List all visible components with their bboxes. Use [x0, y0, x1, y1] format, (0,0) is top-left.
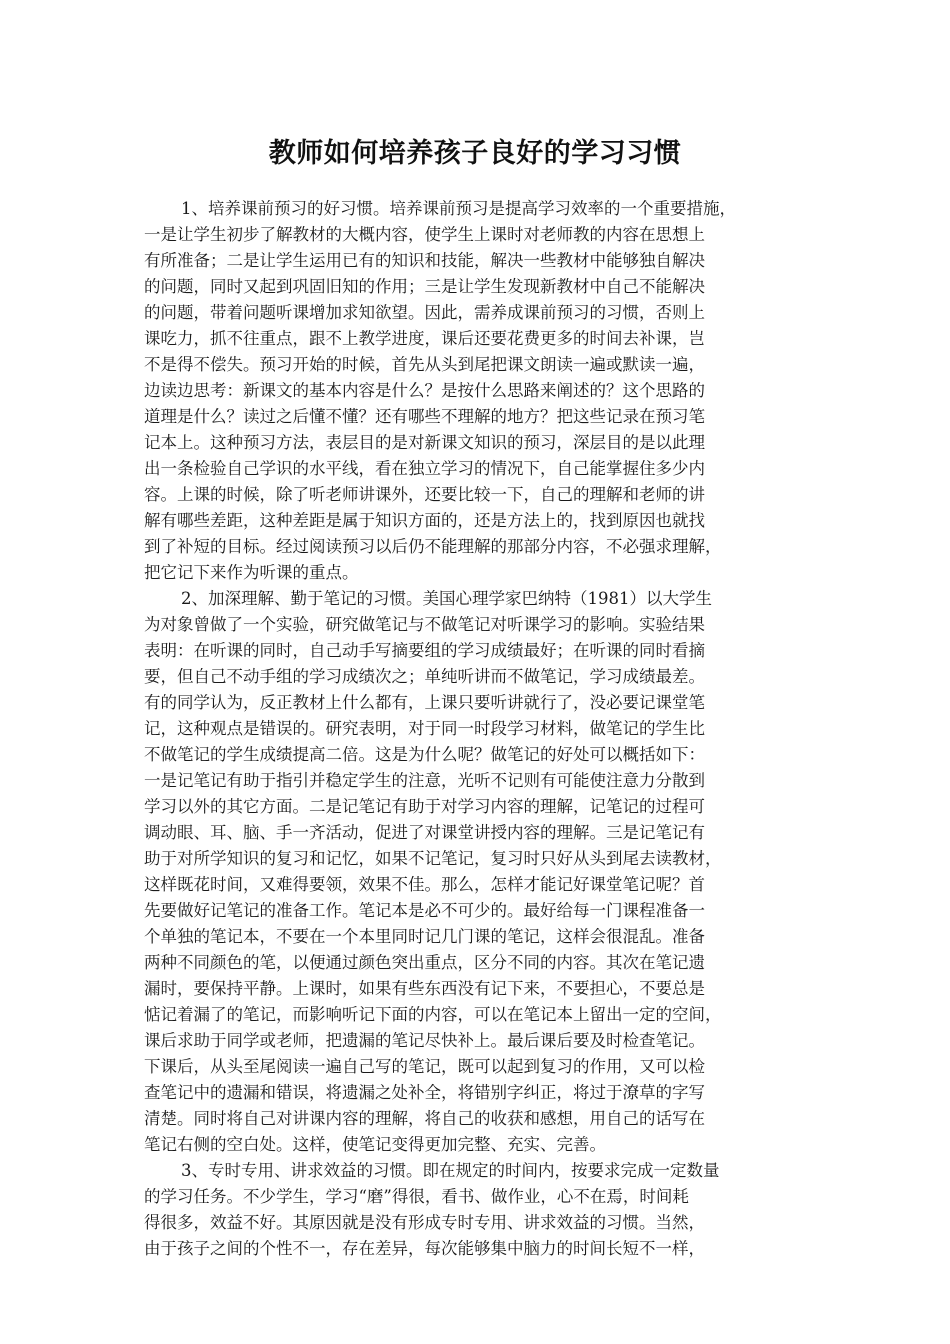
- text-line: 课后求助于同学或老师，把遗漏的笔记尽快补上。最后课后要及时检查笔记。: [144, 1031, 705, 1050]
- text-line: 有所准备；二是让学生运用已有的知识和技能，解决一些教材中能够独自解决: [144, 251, 705, 270]
- text-line: 一是让学生初步了解教材的大概内容，使学生上课时对老师教的内容在思想上: [144, 225, 705, 244]
- text-line: 漏时，要保持平静。上课时，如果有些东西没有记下来，不要担心，不要总是: [144, 979, 705, 998]
- text-line: 容。上课的时候，除了听老师讲课外，还要比较一下，自己的理解和老师的讲: [144, 485, 705, 504]
- text-line: 把它记下来作为听课的重点。: [144, 563, 359, 582]
- text-line: 不是得不偿失。预习开始的时候，首先从头到尾把课文朗读一遍或默读一遍，: [144, 355, 705, 374]
- text-line: 边读边思考：新课文的基本内容是什么？是按什么思路来阐述的？这个思路的: [144, 381, 705, 400]
- text-line: 由于孩子之间的个性不一，存在差异，每次能够集中脑力的时间长短不一样，: [144, 1239, 705, 1258]
- text-line: 记，这种观点是错误的。研究表明，对于同一时段学习材料，做笔记的学生比: [144, 719, 705, 738]
- text-line: 出一条检验自己学识的水平线，看在独立学习的情况下，自己能掌握住多少内: [144, 459, 705, 478]
- text-line: 解有哪些差距，这种差距是属于知识方面的，还是方法上的，找到原因也就找: [144, 511, 705, 530]
- document-body: [144, 196, 812, 1262]
- text-line: 这样既花时间，又难得要领，效果不佳。那么，怎样才能记好课堂笔记呢？首: [144, 875, 705, 894]
- text-line: 两种不同颜色的笔，以便通过颜色突出重点，区分不同的内容。其次在笔记遗: [144, 953, 705, 972]
- text-line: 到了补短的目标。经过阅读预习以后仍不能理解的那部分内容，不必强求理解，: [144, 537, 722, 556]
- document-title: 教师如何培养孩子良好的学习习惯: [268, 138, 682, 169]
- text-line: 表明：在听课的同时，自己动手写摘要组的学习成绩最好；在听课的同时看摘: [144, 641, 705, 660]
- text-line: 个单独的笔记本，不要在一个本里同时记几门课的笔记，这样会很混乱。准备: [144, 927, 705, 946]
- text-line: 道理是什么？读过之后懂不懂？还有哪些不理解的地方？把这些记录在预习笔: [144, 407, 705, 426]
- text-line: 查笔记中的遗漏和错误，将遗漏之处补全，将错别字纠正，将过于潦草的字写: [144, 1083, 705, 1102]
- paragraph-1: [144, 196, 812, 586]
- text-line: 要，但自己不动手组的学习成绩次之；单纯听讲而不做笔记，学习成绩最差。: [144, 667, 705, 686]
- text-line: 调动眼、耳、脑、手一齐活动，促进了对课堂讲授内容的理解。三是记笔记有: [144, 823, 705, 842]
- text-line: 得很多，效益不好。其原因就是没有形成专时专用、讲求效益的习惯。当然，: [144, 1213, 705, 1232]
- text-line: 不做笔记的学生成绩提高二倍。这是为什么呢？做笔记的好处可以概括如下：: [144, 745, 705, 764]
- text-line: 3、专时专用、讲求效益的习惯。即在规定的时间内，按要求完成一定数量: [181, 1161, 720, 1180]
- text-line: 惦记着漏了的笔记，而影响听记下面的内容，可以在笔记本上留出一定的空间，: [144, 1005, 722, 1024]
- text-line: 的问题，同时又起到巩固旧知的作用；三是让学生发现新教材中自己不能解决: [144, 277, 705, 296]
- text-line: 学习以外的其它方面。二是记笔记有助于对学习内容的理解，记笔记的过程可: [144, 797, 705, 816]
- text-line: 的问题，带着问题听课增加求知欲望。因此，需养成课前预习的习惯，否则上: [144, 303, 705, 322]
- paragraph-3: [144, 1158, 812, 1262]
- text-line: 课吃力，抓不往重点，跟不上教学进度，课后还要花费更多的时间去补课，岂: [144, 329, 705, 348]
- text-line: 笔记右侧的空白处。这样，使笔记变得更加完整、充实、完善。: [144, 1135, 606, 1154]
- text-line: 为对象曾做了一个实验，研究做笔记与不做笔记对听课学习的影响。实验结果: [144, 615, 705, 634]
- text-line: 记本上。这种预习方法，表层目的是对新课文知识的预习，深层目的是以此理: [144, 433, 705, 452]
- text-line: 先要做好记笔记的准备工作。笔记本是必不可少的。最好给每一门课程准备一: [144, 901, 705, 920]
- text-line: 2、加深理解、勤于笔记的习惯。美国心理学家巴纳特（1981）以大学生: [181, 589, 712, 608]
- text-line: 1、培养课前预习的好习惯。培养课前预习是提高学习效率的一个重要措施，: [181, 199, 736, 218]
- text-line: 一是记笔记有助于指引并稳定学生的注意，光听不记则有可能使注意力分散到: [144, 771, 705, 790]
- text-line: 助于对所学知识的复习和记忆，如果不记笔记，复习时只好从头到尾去读教材，: [144, 849, 722, 868]
- paragraph-2: [144, 586, 812, 1158]
- text-line: 有的同学认为，反正教材上什么都有，上课只要听讲就行了，没必要记课堂笔: [144, 693, 705, 712]
- text-line: 清楚。同时将自己对讲课内容的理解，将自己的收获和感想，用自己的话写在: [144, 1109, 705, 1128]
- text-line: 的学习任务。不少学生，学习“磨”得很，看书、做作业，心不在焉，时间耗: [144, 1187, 689, 1206]
- text-line: 下课后，从头至尾阅读一遍自己写的笔记，既可以起到复习的作用，又可以检: [144, 1057, 705, 1076]
